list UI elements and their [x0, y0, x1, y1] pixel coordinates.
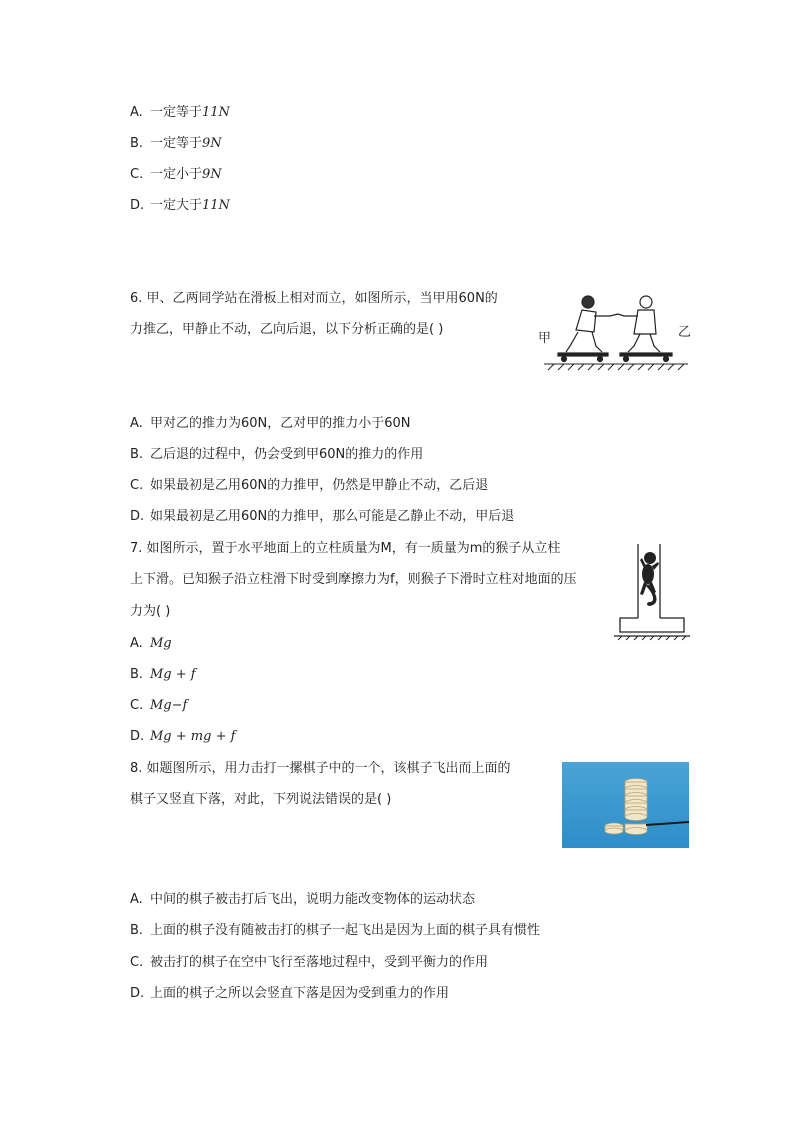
q8-stem-line1: 8. 如题图所示，用力击打一摞棋子中的一个，该棋子飞出而上面的 [130, 761, 511, 776]
q7-option-b: B. Mg + f [130, 667, 196, 682]
q7-stem-line2: 上下滑。已知猴子沿立柱滑下时受到摩擦力为f，则猴子下滑时立柱对地面的压 [130, 572, 577, 587]
figure-label-yi: 乙 [678, 325, 692, 340]
q6-option-a: A. 甲对乙的推力为60N，乙对甲的推力小于60N [130, 416, 411, 431]
skateboard-push-figure [536, 290, 696, 372]
q8-option-c: C. 被击打的棋子在空中飞行至落地过程中，受到平衡力的作用 [130, 955, 489, 970]
q7-option-a: A. Mg [130, 636, 172, 651]
monkey-pole-figure [612, 542, 692, 642]
q8-stem-line2: 棋子又竖直下落，对此，下列说法错误的是( ) [130, 792, 392, 807]
q8-option-a: A. 中间的棋子被击打后飞出，说明力能改变物体的运动状态 [130, 892, 476, 907]
ground-hatch [544, 364, 688, 370]
q6-stem-line1: 6. 甲、乙两同学站在滑板上相对而立，如图所示，当甲用60N的 [130, 291, 498, 306]
q7-option-d: D. Mg + mg + f [130, 729, 236, 744]
q6-option-b: B. 乙后退的过程中，仍会受到甲60N的推力的作用 [130, 447, 424, 462]
q7-stem-line3: 力为( ) [130, 604, 171, 619]
chess-stack-photo [562, 762, 689, 848]
figure-label-jia: 甲 [538, 331, 552, 346]
q6-stem-line2: 力推乙，甲静止不动，乙向后退，以下分析正确的是( ) [130, 322, 444, 337]
striking-ruler [646, 822, 689, 825]
q5-option-c: C. 一定小于9N [130, 167, 222, 182]
student-yi-figure [618, 296, 672, 362]
q6-option-c: C. 如果最初是乙用60N的力推甲，仍然是甲静止不动，乙后退 [130, 478, 489, 493]
q5-option-d: D. 一定大于11N [130, 198, 230, 213]
q5-option-a: A. 一定等于11N [130, 105, 230, 120]
q5-option-b: B. 一定等于9N [130, 136, 222, 151]
q6-option-d: D. 如果最初是乙用60N的力推甲，那么可能是乙静止不动，甲后退 [130, 509, 515, 524]
q8-option-d: D. 上面的棋子之所以会竖直下落是因为受到重力的作用 [130, 986, 450, 1001]
monkey-icon [640, 552, 659, 606]
q7-option-c: C. Mg−f [130, 698, 188, 713]
q8-option-b: B. 上面的棋子没有随被击打的棋子一起飞出是因为上面的棋子具有惯性 [130, 923, 541, 938]
student-jia-figure [558, 296, 618, 362]
pole-base [620, 618, 684, 632]
chess-stack-illustration [562, 762, 689, 848]
q7-stem-line1: 7. 如图所示，置于水平地面上的立柱质量为M，有一质量为m的猴子从立柱 [130, 541, 561, 556]
